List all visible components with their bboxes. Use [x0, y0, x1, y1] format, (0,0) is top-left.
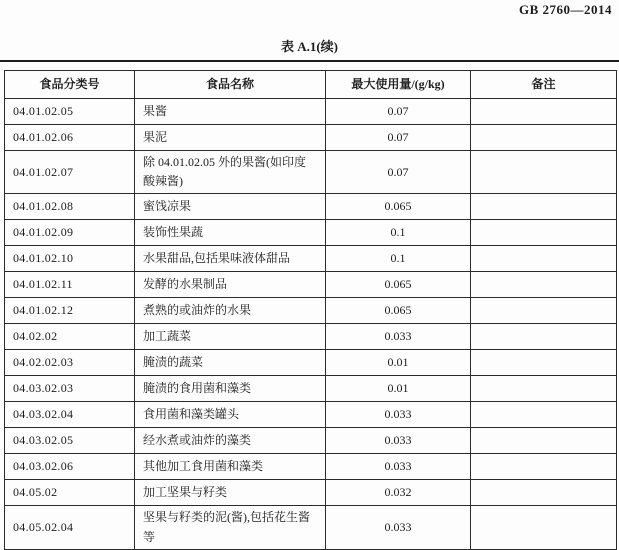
- cell-max: 0.033: [326, 454, 471, 480]
- cell-code: 04.05.02: [5, 480, 135, 506]
- cell-max: 0.033: [326, 428, 471, 454]
- column-header: 备注: [471, 71, 617, 99]
- cell-max: 0.033: [326, 506, 471, 549]
- cell-note: [471, 480, 617, 506]
- cell-max: 0.01: [326, 376, 471, 402]
- cell-code: 04.01.02.05: [5, 99, 135, 125]
- cell-name: 加工坚果与籽类: [135, 480, 326, 506]
- cell-max: 0.07: [326, 151, 471, 194]
- cell-note: [471, 376, 617, 402]
- cell-name: 水果甜品,包括果味液体甜品: [135, 246, 326, 272]
- cell-note: [471, 99, 617, 125]
- cell-code: 04.01.02.08: [5, 194, 135, 220]
- cell-code: 04.02.02.03: [5, 350, 135, 376]
- table-title: 表 A.1(续): [280, 39, 339, 54]
- cell-code: 04.03.02.03: [5, 376, 135, 402]
- cell-note: [471, 506, 617, 549]
- table-row: [5, 125, 617, 151]
- header-rule: [0, 60, 619, 62]
- cell-name: 发酵的水果制品: [135, 272, 326, 298]
- table-row: [5, 99, 617, 125]
- cell-note: [471, 125, 617, 151]
- cell-name: 蜜饯凉果: [135, 194, 326, 220]
- cell-name: 食用菌和藻类罐头: [135, 402, 326, 428]
- cell-note: [471, 350, 617, 376]
- table-row: [5, 454, 617, 480]
- cell-name: 腌渍的食用菌和藻类: [135, 376, 326, 402]
- cell-name: 果酱: [135, 99, 326, 125]
- cell-max: 0.065: [326, 272, 471, 298]
- table-row: [5, 480, 617, 506]
- table-row: [5, 151, 617, 194]
- cell-code: 04.03.02.06: [5, 454, 135, 480]
- table-row: [5, 220, 617, 246]
- table-row: [5, 246, 617, 272]
- cell-name: 装饰性果蔬: [135, 220, 326, 246]
- cell-code: 04.05.02.04: [5, 506, 135, 549]
- cell-note: [471, 246, 617, 272]
- cell-name: 除 04.01.02.05 外的果酱(如印度酸辣酱): [135, 151, 326, 194]
- cell-max: 0.065: [326, 194, 471, 220]
- table-row: [5, 428, 617, 454]
- table-row: [5, 402, 617, 428]
- cell-max: 0.032: [326, 480, 471, 506]
- cell-note: [471, 194, 617, 220]
- cell-note: [471, 298, 617, 324]
- cell-note: [471, 402, 617, 428]
- cell-max: 0.07: [326, 125, 471, 151]
- table-row: [5, 506, 617, 549]
- cell-note: [471, 324, 617, 350]
- cell-code: 04.01.02.11: [5, 272, 135, 298]
- cell-name: 其他加工食用菌和藻类: [135, 454, 326, 480]
- column-header: 食品分类号: [5, 71, 135, 99]
- cell-max: 0.1: [326, 220, 471, 246]
- cell-name: 加工蔬菜: [135, 324, 326, 350]
- cell-code: 04.01.02.10: [5, 246, 135, 272]
- table-row: [5, 194, 617, 220]
- cell-max: 0.033: [326, 402, 471, 428]
- column-header: 最大使用量/(g/kg): [326, 71, 471, 99]
- cell-name: 腌渍的蔬菜: [135, 350, 326, 376]
- cell-note: [471, 454, 617, 480]
- table-row: [5, 298, 617, 324]
- cell-name: 果泥: [135, 125, 326, 151]
- cell-max: 0.1: [326, 246, 471, 272]
- doc-number: GB 2760—2014: [518, 2, 612, 17]
- column-header: 食品名称: [135, 71, 326, 99]
- cell-name: 经水煮或油炸的藻类: [135, 428, 326, 454]
- cell-code: 04.01.02.09: [5, 220, 135, 246]
- cell-name: 煮熟的或油炸的水果: [135, 298, 326, 324]
- food-additive-table: [4, 70, 617, 550]
- table-row: [5, 350, 617, 376]
- table-row: [5, 376, 617, 402]
- cell-code: 04.01.02.07: [5, 151, 135, 194]
- table-row: [5, 324, 617, 350]
- cell-note: [471, 220, 617, 246]
- cell-max: 0.065: [326, 298, 471, 324]
- table-row: [5, 272, 617, 298]
- cell-note: [471, 272, 617, 298]
- cell-max: 0.033: [326, 324, 471, 350]
- cell-code: 04.01.02.06: [5, 125, 135, 151]
- cell-code: 04.01.02.12: [5, 298, 135, 324]
- cell-note: [471, 151, 617, 194]
- cell-code: 04.03.02.04: [5, 402, 135, 428]
- cell-name: 坚果与籽类的泥(酱),包括花生酱等: [135, 506, 326, 549]
- table-header-row: [5, 71, 617, 99]
- cell-code: 04.03.02.05: [5, 428, 135, 454]
- cell-max: 0.01: [326, 350, 471, 376]
- cell-code: 04.02.02: [5, 324, 135, 350]
- cell-max: 0.07: [326, 99, 471, 125]
- cell-note: [471, 428, 617, 454]
